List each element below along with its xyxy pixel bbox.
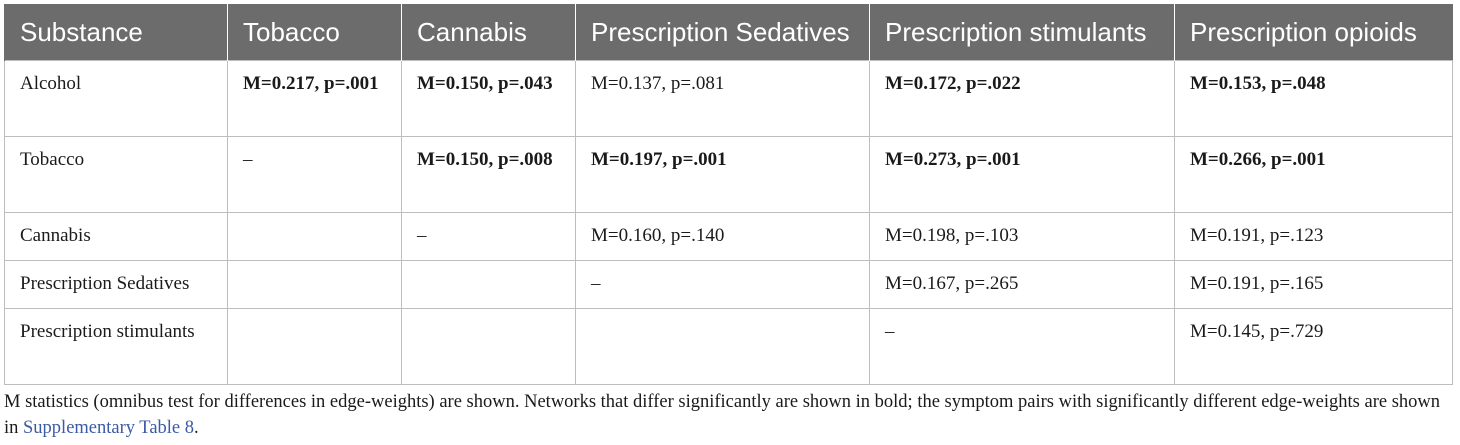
table-row	[5, 213, 1453, 261]
header-row	[5, 4, 1453, 61]
header-tobacco: Tobacco	[228, 4, 402, 61]
m-statistics-table	[4, 4, 1453, 385]
table-cell	[228, 213, 402, 261]
header-cannabis: Cannabis	[402, 4, 576, 61]
table-cell: M=0.150, p=.043	[402, 61, 576, 137]
table-row	[5, 309, 1453, 385]
table-cell: M=0.197, p=.001	[576, 137, 870, 213]
row-label-alcohol: Alcohol	[5, 61, 228, 137]
table-body	[5, 61, 1453, 385]
supplementary-table-link[interactable]: Supplementary Table 8	[23, 418, 195, 438]
table-cell: M=0.153, p=.048	[1175, 61, 1453, 137]
table-cell: M=0.266, p=.001	[1175, 137, 1453, 213]
footnote-text: M statistics (omnibus test for differences in edge-weights) are shown. Networks that differ significantly are shown in bold; the symptom pairs with significantly different edge-weights are shown in	[4, 392, 1440, 438]
table-cell: M=0.145, p=.729	[1175, 309, 1453, 385]
table-cell: M=0.217, p=.001	[228, 61, 402, 137]
table-cell: M=0.191, p=.123	[1175, 213, 1453, 261]
header-prescription-sedatives: Prescription Sedatives	[576, 4, 870, 61]
table-cell: M=0.150, p=.008	[402, 137, 576, 213]
table-cell	[576, 309, 870, 385]
table-cell: M=0.160, p=.140	[576, 213, 870, 261]
table-cell: –	[402, 213, 576, 261]
table-cell: M=0.191, p=.165	[1175, 261, 1453, 309]
row-label-cannabis: Cannabis	[5, 213, 228, 261]
row-label-prescription-stimulants: Prescription stimulants	[5, 309, 228, 385]
table-row	[5, 261, 1453, 309]
table-cell: M=0.172, p=.022	[870, 61, 1175, 137]
table-cell	[228, 261, 402, 309]
table-footnote	[4, 389, 1454, 441]
header-substance: Substance	[5, 4, 228, 61]
table-cell	[402, 309, 576, 385]
table-cell: –	[228, 137, 402, 213]
table-row	[5, 61, 1453, 137]
header-prescription-stimulants: Prescription stimulants	[870, 4, 1175, 61]
table-cell: M=0.167, p=.265	[870, 261, 1175, 309]
table-cell: –	[870, 309, 1175, 385]
footnote-end: .	[194, 418, 199, 438]
table-cell: M=0.198, p=.103	[870, 213, 1175, 261]
row-label-tobacco: Tobacco	[5, 137, 228, 213]
row-label-prescription-sedatives: Prescription Sedatives	[5, 261, 228, 309]
table-header	[5, 4, 1453, 61]
results-table-container	[4, 4, 1452, 385]
table-cell: M=0.137, p=.081	[576, 61, 870, 137]
header-prescription-opioids: Prescription opioids	[1175, 4, 1453, 61]
table-cell: –	[576, 261, 870, 309]
table-cell: M=0.273, p=.001	[870, 137, 1175, 213]
table-cell	[228, 309, 402, 385]
table-cell	[402, 261, 576, 309]
table-row	[5, 137, 1453, 213]
